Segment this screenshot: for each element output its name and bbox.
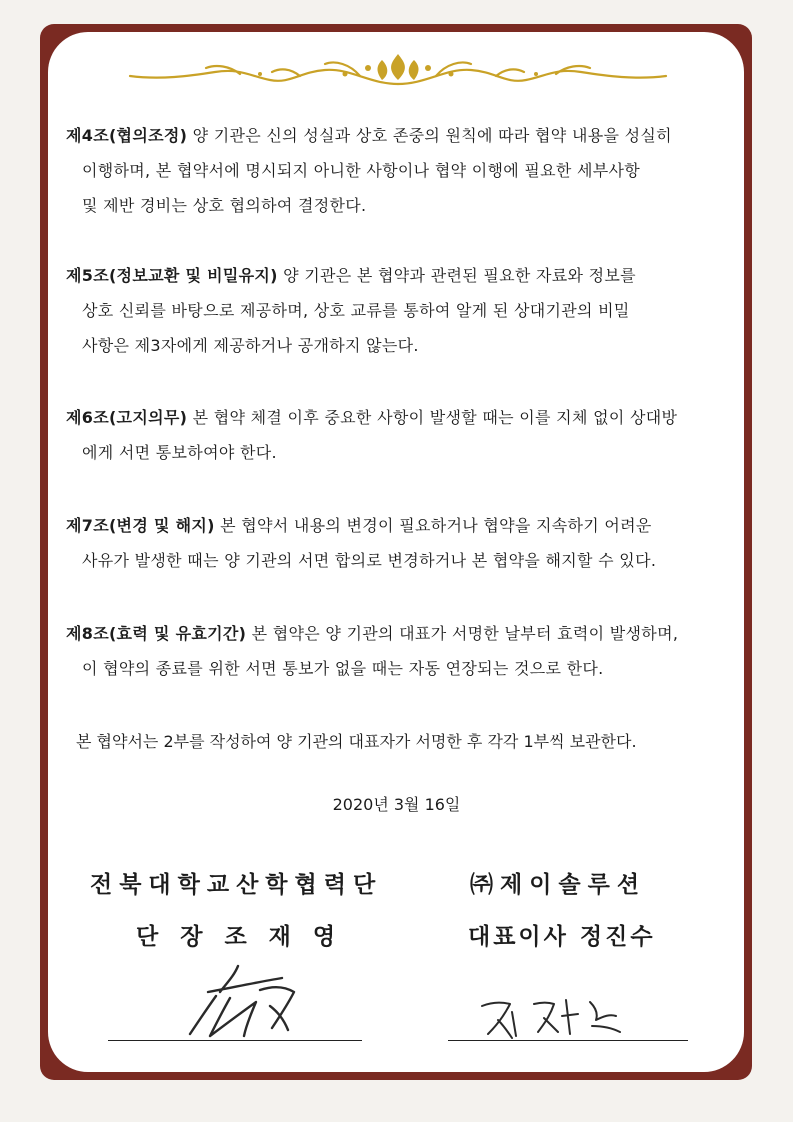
article-4 bbox=[66, 118, 738, 223]
article-text: 양 기관은 신의 성실과 상호 존중의 원칙에 따라 협약 내용을 성실히 bbox=[187, 126, 672, 145]
right-party-organization: ㈜제이솔루션 bbox=[470, 872, 647, 898]
article-heading: 제4조(협의조정) bbox=[66, 126, 188, 145]
article-text: 본 협약 체결 이후 중요한 사항이 발생할 때는 이를 지체 없이 상대방 bbox=[187, 408, 678, 427]
article-text: 이행하며, 본 협약서에 명시되지 아니한 사항이나 협약 이행에 필요한 세부사항 bbox=[82, 161, 641, 180]
article-text: 본 협약서 내용의 변경이 필요하거나 협약을 지속하기 어려운 bbox=[214, 516, 652, 535]
article-text: 양 기관은 본 협약과 관련된 필요한 자료와 정보를 bbox=[277, 266, 636, 285]
article-text: 사항은 제3자에게 제공하거나 공개하지 않는다. bbox=[82, 336, 419, 355]
article-heading: 제6조(고지의무) bbox=[66, 408, 188, 427]
article-7 bbox=[66, 508, 738, 578]
article-6 bbox=[66, 400, 738, 470]
article-text: 상호 신뢰를 바탕으로 제공하며, 상호 교류를 통하여 알게 된 상대기관의 비밀 bbox=[82, 301, 630, 320]
article-text: 본 협약은 양 기관의 대표가 서명한 날부터 효력이 발생하며, bbox=[246, 624, 679, 643]
article-text: 및 제반 경비는 상호 협의하여 결정한다. bbox=[82, 196, 367, 215]
article-heading: 제5조(정보교환 및 비밀유지) bbox=[66, 266, 278, 285]
article-heading: 제7조(변경 및 해지) bbox=[66, 516, 215, 535]
signing-date: 2020년 3월 16일 bbox=[332, 795, 461, 814]
article-text: 이 협약의 종료를 위한 서면 통보가 없을 때는 자동 연장되는 것으로 한다. bbox=[82, 659, 604, 678]
right-signature-icon bbox=[478, 992, 628, 1046]
left-signature-line bbox=[108, 1040, 362, 1041]
article-5 bbox=[66, 258, 738, 363]
right-party-representative: 대표이사 정진수 bbox=[468, 924, 656, 950]
article-text: 에게 서면 통보하여야 한다. bbox=[82, 443, 277, 462]
right-signature-line bbox=[448, 1040, 688, 1041]
left-signature-icon bbox=[160, 962, 310, 1042]
closing-statement: 본 협약서는 2부를 작성하여 양 기관의 대표자가 서명한 후 각각 1부씩 보관한다. bbox=[76, 732, 637, 751]
left-party-representative: 단 장 조 재 영 bbox=[136, 924, 343, 950]
article-text: 사유가 발생한 때는 양 기관의 서면 합의로 변경하거나 본 협약을 해지할 수 있다. bbox=[82, 551, 657, 570]
article-8 bbox=[66, 616, 738, 686]
left-party-organization: 전북대학교산학협력단 bbox=[90, 872, 383, 898]
article-heading: 제8조(효력 및 유효기간) bbox=[66, 624, 247, 643]
ornament-icon bbox=[120, 50, 676, 90]
